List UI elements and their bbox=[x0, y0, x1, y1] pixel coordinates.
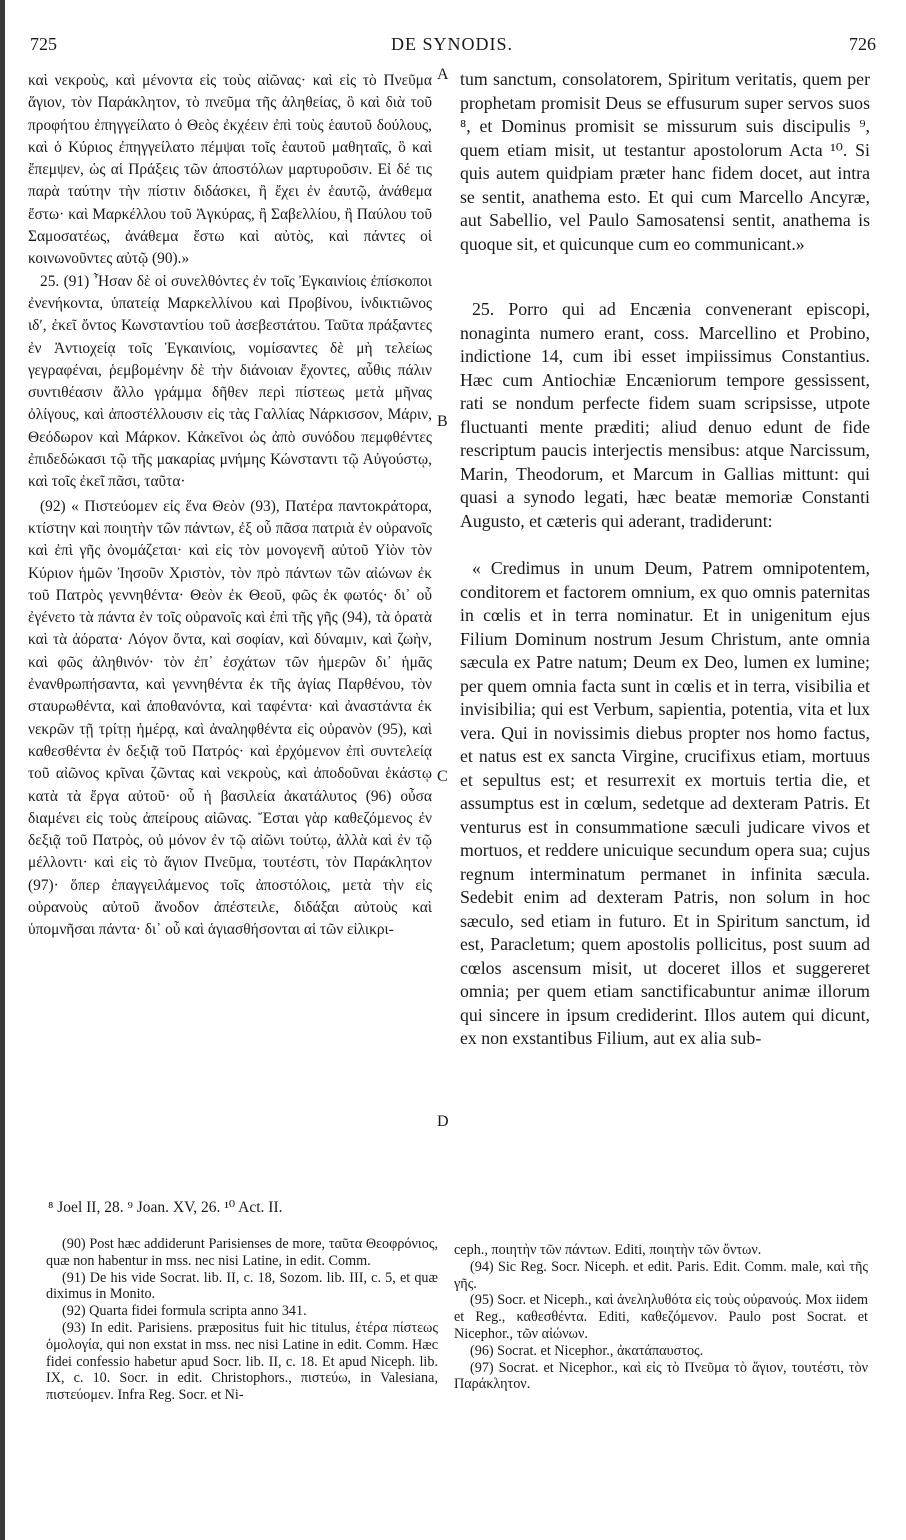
greek-column bbox=[28, 70, 432, 942]
page-number-right: 726 bbox=[849, 34, 876, 54]
footnote: (95) Socr. et Niceph., καὶ ἀνεληλυθότα εἰς τοὺς οὐρανούς. Mox iidem et Reg., καθεσθέντα. Editi, καθεζόμενον. Paulo post Socrat. et Nicephor., τῶν αἰώνων. bbox=[454, 1292, 868, 1342]
footnote: (90) Post hæc addiderunt Parisienses de more, ταῦτα Θεοφρόνιος, quæ non habentur in mss. nec nisi Latine, in edit. Comm. bbox=[46, 1236, 438, 1269]
footnote: (93) In edit. Parisiens. præpositus fuit hic titulus, ἑτέρα πίστεως ὁμολογία, qui non exstat in mss. nec nisi Latine in edit. Comm. Hæc fidei confessio habetur apud Socr. lib. II, c. 18. Et apud Niceph. lib. IX, c. 10. Socr. in edit. Christophors., πιστεύω, in Valesiana, πιστεύομεν. Infra Reg. Socr. et Ni- bbox=[46, 1319, 438, 1404]
page-edge-shadow bbox=[0, 0, 5, 1540]
latin-paragraph: 25. Porro qui ad Encænia convenerant episcopi, nonaginta numero erant, coss. Marcellino et Probino, indictione 14, cum ibi esset impiissimus Constantius. Hæc cum Antiochiæ Encæniorum tempore gessissent, rati se nondum perfecte fidem suam scripsisse, utpote fluctuanti mente præditi; aliud denuo edunt de fide rescriptum paucis interjectis mensibus: atque Narcissum, Marin, Theodorum, et Marcum in Gallias mittunt: qui quasi a synodo legati, hæc beatæ memoriæ Constanti Augusto, et cæteris qui aderant, tradiderunt: bbox=[460, 299, 870, 531]
page-header bbox=[28, 34, 876, 60]
greek-paragraph: (92) « Πιστεύομεν εἰς ἕνα Θεὸν (93), Πατέρα παντοκράτορα, κτίστην καὶ ποιητὴν τῶν πάντων, ἐξ οὗ πᾶσα πατριὰ ἐν οὐρανοῖς καὶ ἐπὶ γῆς ὀνομάζεται· καὶ εἰς τὸν μονογενῆ αὐτοῦ Υἱὸν τὸν Κύριον ἡμῶν Ἰησοῦν Χριστὸν, τὸν πρὸ πάντων τῶν αἰώνων ἐκ τοῦ Πατρὸς γεννηθέντα· Θεὸν ἐκ Θεοῦ, φῶς ἐκ φωτός· δι᾿ οὗ ἐγένετο τὰ πάντα ἐν τοῖς οὐρανοῖς καὶ ἐπὶ τῆς γῆς (94), τὰ ὁρατὰ καὶ τὰ ἀόρατα· Λόγον ὄντα, καὶ σοφίαν, καὶ δύναμιν, καὶ ζωὴν, καὶ φῶς ἀληθινόν· τὸν ἐπ᾿ ἐσχάτων τῶν ἡμερῶν δι᾿ ἡμᾶς ἐνανθρωπήσαντα, καὶ γεννηθέντα ἐκ τῆς ἁγίας Παρθένου, τὸν σταυρωθέντα, καὶ ἀποθανόντα, καὶ ταφέντα· καὶ ἀναστάντα ἐκ νεκρῶν τῇ τρίτῃ ἡμέρᾳ, καὶ ἀναληφθέντα εἰς οὐρανὸν (95), καὶ καθεσθέντα ἐν δεξιᾷ τοῦ Πατρός· καὶ ἐρχόμενον ἐπὶ συντελείᾳ τοῦ αἰῶνος κρῖναι ζῶντας καὶ νεκροὺς, καὶ ἀποδοῦναι ἑκάστῳ κατὰ τὰ ἔργα αὐτοῦ· οὗ ἡ βασιλεία ἀκατάλυτος (96) οὖσα διαμένει εἰς τοὺς ἀπείρους αἰῶνας. Ἔσται γὰρ καθεζόμενος ἐν δεξιᾷ τοῦ Πατρὸς, οὐ μόνον ἐν τῷ αἰῶνι τούτῳ, ἀλλὰ καὶ ἐν τῷ μέλλοντι· καὶ εἰς τὸ ἅγιον Πνεῦμα, τουτέστι, τὸν Παράκλητον (97)· ὅπερ ἐπαγγειλάμενος τοῖς ἀποστόλοις, μετὰ τὴν εἰς οὐρανοὺς αὐτοῦ ἄνοδον ἀπέστειλε, διδάξαι αὐτοὺς καὶ ὑπομνῆσαι πάντα· δι᾿ οὗ καὶ ἁγιασθήσονται αἱ τῶν εἰλικρι- bbox=[28, 497, 432, 939]
latin-column bbox=[460, 68, 870, 1051]
footnotes-right bbox=[454, 1242, 868, 1393]
latin-paragraph: « Credimus in unum Deum, Patrem omnipotentem, conditorem et factorem omnium, ex quo omnis paternitas in cœlis et in terra nominatur. Et in unigenitum ejus Filium Dominum nostrum Jesum Christum, ante omnia sæcula ex Patre natum; Deum ex Deo, lumen ex lumine; per quem omnia facta sunt in cœlis et in terra, visibilia et invisibilia; qui est Verbum, sapientia, potentia, vita et lux vera. Qui in novissimis diebus propter nos homo factus, et natus est ex sancta Virgine, crucifixus etiam, mortuus et sepultus est; et resurrexit ex mortuis tertia die, et assumptus est in cœlum, sedetque ad dexteram Patris. Et venturus est in consummatione sæculi judicare vivos et mortuos, et reddere unicuique secundum opera sua; cujus regnum interminatum permanet in infinita sæcula. Sedebit enim ad dexteram Patris, non solum in hoc sæculo, sed etiam in futuro. Et in Spiritum sanctum, id est, Paracletum; quem apostolis pollicitus, post suum ad cœlos ascensum misit, ut doceret illos et suggereret omnia; per quem etiam sanctificabuntur animæ illorum qui sincere in ipsum crediderint. Illos autem qui dicunt, ex non exstantibus Filium, aut ex alia sub- bbox=[460, 558, 870, 1048]
footnote: ceph., ποιητὴν τῶν πάντων. Editi, ποιητὴν τῶν ὄντων. bbox=[454, 1242, 762, 1258]
footnote: (91) De his vide Socrat. lib. II, c. 18, Sozom. lib. III, c. 5, et quæ diximus in Monito. bbox=[46, 1269, 438, 1303]
footnote: (92) Quarta fidei formula scripta anno 341. bbox=[62, 1303, 307, 1320]
footnote: (94) Sic Reg. Socr. Niceph. et edit. Paris. Edit. Comm. male, καὶ τῆς γῆς. bbox=[454, 1258, 868, 1292]
margin-letter: C bbox=[437, 768, 448, 785]
margin-letter: D bbox=[437, 1113, 449, 1130]
running-title: DE SYNODIS. bbox=[390, 34, 513, 54]
margin-letter: B bbox=[437, 413, 448, 430]
greek-paragraph: καὶ νεκροὺς, καὶ μένοντα εἰς τοὺς αἰῶνας· καὶ εἰς τὸ Πνεῦμα ἅγιον, τὸν Παράκλητον, τὸ πνεῦμα τῆς ἀληθείας, ὃ καὶ διὰ τοῦ προφήτου ἐπηγγείλατο ὁ Θεὸς ἐκχέειν ἐπὶ τοὺς ἑαυτοῦ δούλους, καὶ ὁ Κύριος ἐπηγγείλατο πέμψαι τοῖς ἑαυτοῦ μαθηταῖς, ὃ καὶ ἔπεμψεν, ὡς αἱ Πράξεις τῶν ἀποστόλων μαρτυροῦσιν. Εἰ δέ τις παρὰ ταύτην τὴν πίστιν διδάσκει, ἢ ἔχει ἐν ἑαυτῷ, ἀνάθεμα ἔστω· καὶ Μαρκέλλου τοῦ Ἀγκύρας, ἢ Σαβελλίου, ἢ Παύλου τοῦ Σαμοσατέως, ἀνάθεμα ἔστω καὶ αὐτὸς, καὶ πάντες οἱ κοινωνοῦντες αὐτῷ (90).» bbox=[28, 72, 432, 268]
margin-letter: A bbox=[437, 66, 449, 83]
greek-paragraph: 25. (91) Ἦσαν δὲ οἱ συνελθόντες ἐν τοῖς Ἐγκαινίοις ἐπίσκοποι ἐνενήκοντα, ὑπατείᾳ Μαρκελλίνου καὶ Προβίνου, ἰνδικτιῶνος ιδʹ, ἐκεῖ ὄντος Κωνσταντίου τοῦ ἀσεβεστάτου. Ταῦτα πράξαντες ἐν Ἀντιοχείᾳ τοῖς Ἐγκαινίοις, νομίσαντες δὲ μὴ τελείως γεγραφέναι, ῥεμβομένην δὲ τὴν διάνοιαν ἔχοντες, αὖθις πάλιν συντιθέασιν ἄλλο γράμμα δῆθεν περὶ πίστεως μετὰ μῆνας ὀλίγους, καὶ ἀποστέλλουσιν εἰς τὰς Γαλλίας Νάρκισσον, Μάριν, Θεόδωρον καὶ Μάρκον. Κἀκεῖνοι ὡς ἀπὸ συνόδου πεμφθέντες ἐπιδεδώκασι τῷ τῆς μακαρίας μνήμης Κώνσταντι τῷ Αὐγούστῳ, καὶ τοῖς ἐκεῖ πᾶσι, ταῦτα· bbox=[28, 272, 432, 491]
footnote: (96) Socrat. et Nicephor., ἀκατάπαυστος. bbox=[470, 1342, 704, 1359]
page-number-left: 725 bbox=[30, 34, 57, 54]
scripture-references: ⁸ Joel II, 28. ⁹ Joan. XV, 26. ¹⁰ Act. II. bbox=[48, 1199, 283, 1216]
footnotes-left bbox=[46, 1236, 438, 1404]
footnote: (97) Socrat. et Nicephor., καὶ εἰς τὸ Πνεῦμα τὸ ἅγιον, τουτέστι, τὸν Παράκλητον. bbox=[454, 1359, 868, 1393]
latin-paragraph: tum sanctum, consolatorem, Spiritum veritatis, quem per prophetam promisit Deus se effusurum super servos suos ⁸, et Dominus promisit se missurum suis discipulis ⁹, quem etiam misit, ut testantur apostolorum Acta ¹⁰. Si quis autem quidpiam præter hanc fidem docet, aut intra se sentit, anathema esto. Et qui cum Marcello Ancyræ, aut Sabellio, vel Paulo Samosatensi sentit, anathema is quoque sit, et quicunque cum eo communicant.» bbox=[460, 69, 870, 254]
